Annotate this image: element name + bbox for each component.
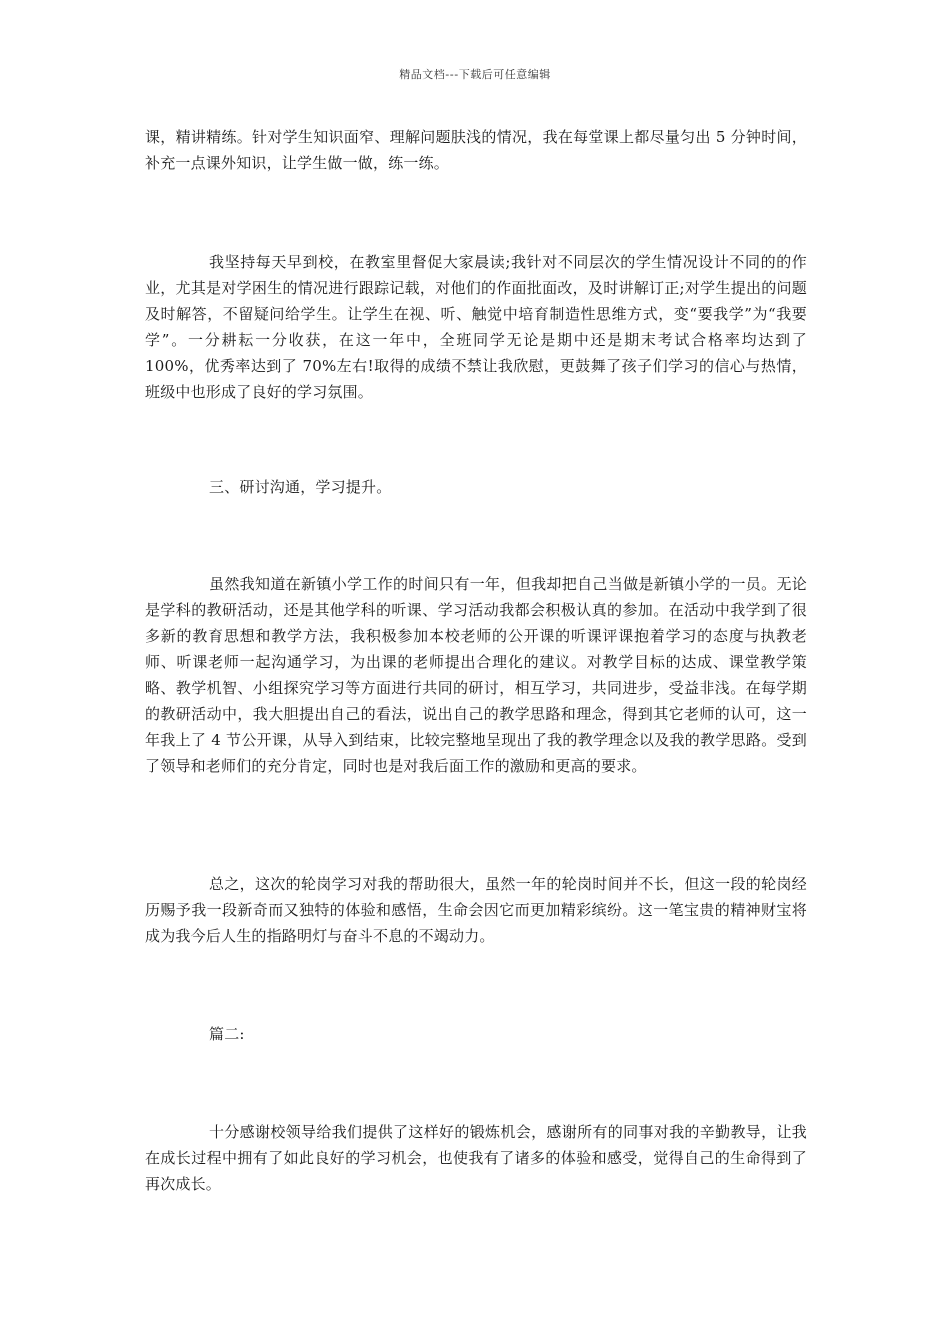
paragraph-7: 十分感谢校领导给我们提供了这样好的锻炼机会，感谢所有的同事对我的辛勤教导，让我在成长过程中拥有了如此良好的学习机会，也使我有了诸多的体验和感受，觉得自己的生命得到了再次成长。 [145, 1123, 807, 1193]
paragraph-5: 总之，这次的轮岗学习对我的帮助很大，虽然一年的轮岗时间并不长，但这一段的轮岗经历赐予我一段新奇而又独特的体验和感悟，生命会因它而更加精彩缤纷。这一笔宝贵的精神财宝将成为我今后人生的指路明灯与奋斗不息的不竭动力。 [145, 875, 807, 945]
section-heading-3: 三、研讨沟通，学习提升。 [209, 478, 392, 496]
section-heading-part-two: 篇二: [209, 1025, 245, 1043]
paragraph-4: 虽然我知道在新镇小学工作的时间只有一年，但我却把自己当做是新镇小学的一员。无论是学科的教研活动，还是其他学科的听课、学习活动我都会积极认真的参加。在活动中我学到了很多新的教育思想和教学方法，我积极参加本校老师的公开课的听课评课抱着学习的态度与执教老师、听课老师一起沟通学习，为出课的老师提出合理化的建议。对教学目标的达成、课堂教学策略、教学机智、小组探究学习等方面进行共同的研讨，相互学习，共同进步，受益非浅。在每学期的教研活动中，我大胆提出自己的看法，说出自己的教学思路和理念，得到其它老师的认可，这一年我上了 4 节公开课，从导入到结束，比较完整地呈现出了我的教学理念以及我的教学思路。受到了领导和老师们的充分肯定，同时也是对我后面工作的激励和更高的要求。 [145, 575, 807, 775]
paragraph-1: 课，精讲精练。针对学生知识面窄、理解问题肤浅的情况，我在每堂课上都尽量匀出 5 分钟时间，补充一点课外知识，让学生做一做，练一练。 [145, 128, 807, 172]
page-header: 精品文档---下载后可任意编辑 [399, 68, 551, 81]
paragraph-2: 我坚持每天早到校，在教室里督促大家晨读;我针对不同层次的学生情况设计不同的的作业，尤其是对学困生的情况进行跟踪记载，对他们的作面批面改，及时讲解订正;对学生提出的问题及时解答，不留疑问给学生。让学生在视、听、触觉中培育制造性思维方式，变“要我学”为“我要学”。一分耕耘一分收获，在这一年中，全班同学无论是期中还是期末考试合格率均达到了 100%，优秀率达到了 70%左右!取得的成绩不禁让我欣慰，更鼓舞了孩子们学习的信心与热情，班级中也形成了良好的学习氛围。 [145, 253, 807, 401]
